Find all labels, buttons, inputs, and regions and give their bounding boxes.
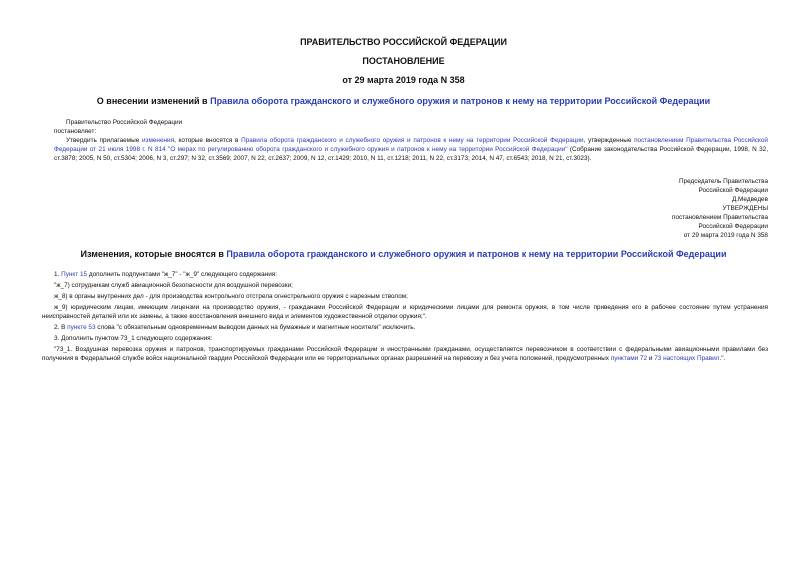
item-73-1-and: и: [647, 355, 655, 362]
point-15-link[interactable]: Пункт 15: [61, 271, 88, 278]
signature-line-1: Председатель Правительства: [679, 178, 768, 185]
item-73-1-end: .".: [719, 355, 726, 362]
signature-line-2: Российской Федерации: [698, 187, 768, 194]
document-type: ПОСТАНОВЛЕНИЕ: [362, 56, 445, 66]
signature-line-3: Д.Медведев: [731, 196, 768, 203]
intro-line-2: постановляет:: [54, 128, 97, 135]
signature-block: [560, 177, 768, 240]
item-1-text: дополнить подпунктами "ж_7" - "ж_9" следующего содержания:: [87, 271, 277, 278]
approved-line-2: постановлением Правительства: [672, 214, 768, 221]
intro-text-b: , которые вносятся в: [174, 137, 242, 144]
item-3: 3. Дополнить пунктом 73_1 следующего содержания:: [54, 335, 213, 342]
item-zh9: ж_9) юридическим лицам, имеющим лицензии на производство оружия, - гражданами Российской Федерации и юридическими лицами для ремонта оружия, в том числе приведения его в рабочее состояние путем устранения неисправностей деталей или их замены, а также восстановления внешнего вида и элементов художественной отделки оружия;".: [42, 304, 768, 320]
title-prefix: О внесении изменений в: [96, 96, 211, 106]
item-zh7: "ж_7) сотрудникам служб авиационной безопасности для воздушной перевозки;: [54, 282, 293, 289]
item-2-text: слова "с обязательным одновременным выводом данных на бумажные и магнитные носители" исключить.: [95, 324, 416, 331]
intro-paragraph: [54, 136, 768, 163]
document-date: от 29 марта 2019 года N 358: [342, 75, 465, 85]
intro-text-d: (Собрание законодательства Российской Федерации, 1998, N 32, ст.3878; 2005, N 50, ст.5304; 2006, N 3, ст.297; N 32, ст.3569; 2007, N 22, ст.2637; 2009, N 12, ст.1429; 2010, N 11, ст.1218; 2011, N 22, ст.3173; 2014, N 47, ст.6543; 2018, N 21, ст.3023).: [54, 146, 768, 162]
document-title: [0, 96, 807, 106]
item-zh8: ж_8) в органы внутренних дел - для производства контрольного отстрела огнестрельного оружия с нарезным стволом;: [54, 293, 408, 300]
point-73-link[interactable]: 73 настоящих Правил: [654, 355, 720, 362]
item-2-number: 2. В: [54, 324, 68, 331]
item-73-1-text: "73_1. Воздушная перевозка оружия и патронов, транспортируемых гражданами Российской Федерации и иностранными гражданами, осуществляется перевозчиком в соответствии с федеральными авиационными правилами без получения в Федеральной службе войск национальной гвардии Российской Федерации или ее территориальных органах разрешений на перевозку и без учета положений, предусмотренных: [42, 346, 768, 362]
point-53-link[interactable]: пункте 53: [67, 324, 96, 331]
item-2: [54, 323, 415, 332]
item-1-number: 1.: [54, 271, 62, 278]
rules-link[interactable]: Правила оборота гражданского и служебного оружия и патронов к нему на территории Российской Федерации: [241, 137, 584, 144]
item-1: [54, 270, 277, 279]
approved-label: УТВЕРЖДЕНЫ: [722, 205, 768, 212]
item-73-1: [42, 345, 768, 363]
title-rules-link[interactable]: Правила оборота гражданского и служебного оружия и патронов к нему на территории Российской Федерации: [210, 96, 711, 106]
intro-text-a: Утвердить прилагаемые: [66, 137, 142, 144]
resolution-814-link[interactable]: постановлением Правительства Российской Федерации от 21 июля 1998 г. N 814 "О мерах по регулированию оборота гражданского и служебного оружия и патронов к нему на территории Российской Федерации": [54, 137, 768, 153]
changes-title: [0, 249, 807, 259]
government-heading: ПРАВИТЕЛЬСТВО РОССИЙСКОЙ ФЕДЕРАЦИИ: [300, 37, 507, 47]
approved-line-3: Российской Федерации: [698, 223, 768, 230]
changes-link[interactable]: изменения: [141, 137, 175, 144]
intro-line-1: Правительство Российской Федерации: [66, 119, 183, 126]
approved-line-4: от 29 марта 2019 года N 358: [683, 232, 768, 239]
changes-title-prefix: Изменения, которые вносятся в: [80, 249, 227, 259]
changes-title-rules-link[interactable]: Правила оборота гражданского и служебного оружия и патронов к нему на территории Российской Федерации: [226, 249, 727, 259]
intro-text-c: , утвержденные: [583, 137, 635, 144]
points-72-link[interactable]: пунктами 72: [610, 355, 648, 362]
